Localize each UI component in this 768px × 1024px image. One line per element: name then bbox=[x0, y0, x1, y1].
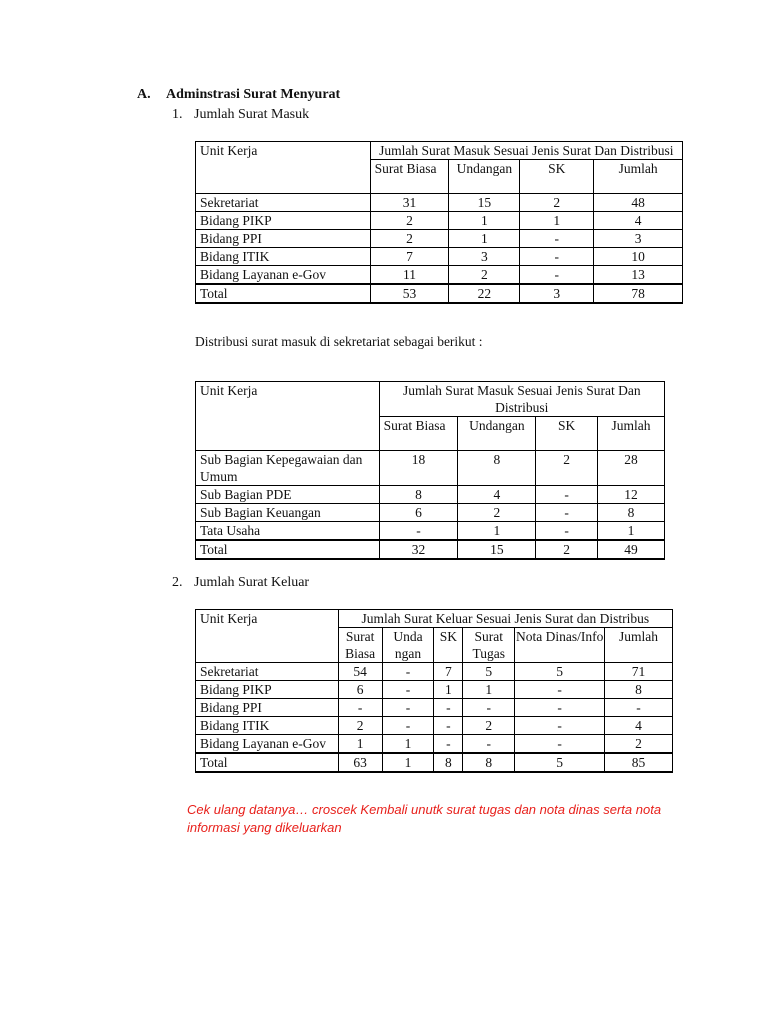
table-row bbox=[196, 248, 683, 266]
group-header: Jumlah Surat Masuk Sesuai Jenis Surat Dan Distribusi bbox=[370, 142, 682, 160]
col-header: Unda ngan bbox=[382, 628, 434, 663]
subsection-2-number: 2. bbox=[172, 575, 183, 590]
unit-cell: Bidang Layanan e-Gov bbox=[196, 266, 371, 285]
unit-cell: Sekretariat bbox=[196, 194, 371, 212]
value-cell: - bbox=[536, 522, 598, 541]
value-cell: 1 bbox=[598, 522, 665, 541]
table-row bbox=[196, 194, 683, 212]
value-cell: 54 bbox=[338, 663, 382, 681]
unit-cell: Sub Bagian PDE bbox=[196, 486, 380, 504]
total-cell: 49 bbox=[598, 540, 665, 559]
value-cell: 13 bbox=[594, 266, 683, 285]
value-cell: - bbox=[434, 735, 463, 754]
outgoing-mail-table bbox=[195, 609, 673, 773]
unit-header: Unit Kerja bbox=[196, 610, 339, 663]
value-cell: 2 bbox=[536, 451, 598, 486]
table-row bbox=[196, 717, 673, 735]
unit-cell: Bidang PIKP bbox=[196, 681, 339, 699]
unit-cell: Bidang PPI bbox=[196, 230, 371, 248]
value-cell: - bbox=[515, 699, 605, 717]
value-cell: 7 bbox=[434, 663, 463, 681]
subsection-1-title: Jumlah Surat Masuk bbox=[194, 107, 310, 122]
subsection-1-heading bbox=[172, 107, 309, 123]
unit-header: Unit Kerja bbox=[196, 142, 371, 194]
value-cell: - bbox=[515, 681, 605, 699]
total-cell: 1 bbox=[382, 753, 434, 772]
value-cell: 15 bbox=[449, 194, 520, 212]
value-cell: 2 bbox=[370, 230, 449, 248]
table-row bbox=[196, 212, 683, 230]
total-cell: 63 bbox=[338, 753, 382, 772]
value-cell: 4 bbox=[458, 486, 536, 504]
value-cell: 3 bbox=[449, 248, 520, 266]
total-label: Total bbox=[196, 540, 380, 559]
unit-cell: Bidang PIKP bbox=[196, 212, 371, 230]
table-row bbox=[196, 451, 665, 486]
total-cell: 3 bbox=[520, 284, 594, 303]
unit-header: Unit Kerja bbox=[196, 382, 380, 451]
col-header: Surat Biasa bbox=[379, 417, 458, 451]
col-header: Undangan bbox=[458, 417, 536, 451]
value-cell: 6 bbox=[379, 504, 458, 522]
value-cell: 1 bbox=[434, 681, 463, 699]
col-header: SK bbox=[434, 628, 463, 663]
value-cell: - bbox=[434, 717, 463, 735]
unit-cell: Sekretariat bbox=[196, 663, 339, 681]
value-cell: 6 bbox=[338, 681, 382, 699]
value-cell: 8 bbox=[598, 504, 665, 522]
subsection-2-title: Jumlah Surat Keluar bbox=[194, 575, 310, 590]
unit-cell: Sub Bagian Kepegawaian dan Umum bbox=[196, 451, 380, 486]
value-cell: 2 bbox=[449, 266, 520, 285]
value-cell: 71 bbox=[605, 663, 673, 681]
value-cell: 18 bbox=[379, 451, 458, 486]
unit-cell: Bidang ITIK bbox=[196, 248, 371, 266]
table-row bbox=[196, 681, 673, 699]
value-cell: - bbox=[515, 717, 605, 735]
col-header: Jumlah bbox=[605, 628, 673, 663]
col-header: Jumlah bbox=[594, 160, 683, 194]
table-row bbox=[196, 230, 683, 248]
value-cell: 8 bbox=[458, 451, 536, 486]
value-cell: 1 bbox=[463, 681, 515, 699]
group-header: Jumlah Surat Masuk Sesuai Jenis Surat Dan Distribusi bbox=[379, 382, 664, 417]
total-cell: 5 bbox=[515, 753, 605, 772]
col-header: SK bbox=[536, 417, 598, 451]
value-cell: 2 bbox=[520, 194, 594, 212]
value-cell: 4 bbox=[605, 717, 673, 735]
table-row bbox=[196, 504, 665, 522]
col-header: Surat Biasa bbox=[338, 628, 382, 663]
value-cell: - bbox=[520, 230, 594, 248]
subsection-1-number: 1. bbox=[172, 107, 183, 122]
value-cell: - bbox=[520, 266, 594, 285]
table-row bbox=[196, 663, 673, 681]
table-row bbox=[196, 486, 665, 504]
value-cell: 1 bbox=[382, 735, 434, 754]
total-row bbox=[196, 284, 683, 303]
section-heading bbox=[137, 87, 340, 103]
value-cell: 8 bbox=[605, 681, 673, 699]
table-row bbox=[196, 522, 665, 541]
value-cell: 2 bbox=[338, 717, 382, 735]
col-header: Surat Tugas bbox=[463, 628, 515, 663]
value-cell: 12 bbox=[598, 486, 665, 504]
value-cell: 2 bbox=[370, 212, 449, 230]
value-cell: 11 bbox=[370, 266, 449, 285]
total-cell: 22 bbox=[449, 284, 520, 303]
total-cell: 15 bbox=[458, 540, 536, 559]
value-cell: - bbox=[605, 699, 673, 717]
unit-cell: Tata Usaha bbox=[196, 522, 380, 541]
value-cell: 1 bbox=[520, 212, 594, 230]
value-cell: 2 bbox=[463, 717, 515, 735]
total-cell: 2 bbox=[536, 540, 598, 559]
total-label: Total bbox=[196, 284, 371, 303]
group-header: Jumlah Surat Keluar Sesuai Jenis Surat dan Distribus bbox=[338, 610, 672, 628]
subsection-2-heading bbox=[172, 575, 309, 591]
value-cell: - bbox=[382, 699, 434, 717]
value-cell: 10 bbox=[594, 248, 683, 266]
value-cell: - bbox=[338, 699, 382, 717]
value-cell: 1 bbox=[449, 230, 520, 248]
total-cell: 8 bbox=[434, 753, 463, 772]
unit-cell: Sub Bagian Keuangan bbox=[196, 504, 380, 522]
value-cell: 3 bbox=[594, 230, 683, 248]
value-cell: - bbox=[382, 681, 434, 699]
col-header: SK bbox=[520, 160, 594, 194]
value-cell: 7 bbox=[370, 248, 449, 266]
total-cell: 8 bbox=[463, 753, 515, 772]
value-cell: 28 bbox=[598, 451, 665, 486]
secretariat-distribution-table bbox=[195, 381, 665, 560]
value-cell: - bbox=[463, 735, 515, 754]
col-header: Surat Biasa bbox=[370, 160, 449, 194]
value-cell: 2 bbox=[458, 504, 536, 522]
value-cell: - bbox=[463, 699, 515, 717]
value-cell: 5 bbox=[515, 663, 605, 681]
value-cell: 1 bbox=[458, 522, 536, 541]
value-cell: - bbox=[536, 486, 598, 504]
value-cell: - bbox=[434, 699, 463, 717]
value-cell: 1 bbox=[338, 735, 382, 754]
total-label: Total bbox=[196, 753, 339, 772]
distribution-paragraph: Distribusi surat masuk di sekretariat sebagai berikut : bbox=[195, 334, 483, 349]
value-cell: 1 bbox=[449, 212, 520, 230]
total-row bbox=[196, 753, 673, 772]
unit-cell: Bidang Layanan e-Gov bbox=[196, 735, 339, 754]
col-header: Nota Dinas/Info bbox=[515, 628, 605, 663]
value-cell: - bbox=[379, 522, 458, 541]
value-cell: - bbox=[520, 248, 594, 266]
table-row bbox=[196, 266, 683, 285]
total-cell: 78 bbox=[594, 284, 683, 303]
value-cell: 5 bbox=[463, 663, 515, 681]
section-title: Adminstrasi Surat Menyurat bbox=[166, 87, 341, 102]
col-header: Jumlah bbox=[598, 417, 665, 451]
table-row bbox=[196, 735, 673, 754]
total-row bbox=[196, 540, 665, 559]
table-row bbox=[196, 699, 673, 717]
value-cell: - bbox=[382, 663, 434, 681]
value-cell: 31 bbox=[370, 194, 449, 212]
col-header: Undangan bbox=[449, 160, 520, 194]
value-cell: - bbox=[536, 504, 598, 522]
section-number: A. bbox=[137, 87, 151, 102]
unit-cell: Bidang PPI bbox=[196, 699, 339, 717]
value-cell: 48 bbox=[594, 194, 683, 212]
incoming-mail-table bbox=[195, 141, 683, 304]
value-cell: - bbox=[515, 735, 605, 754]
unit-cell: Bidang ITIK bbox=[196, 717, 339, 735]
total-cell: 85 bbox=[605, 753, 673, 772]
total-cell: 32 bbox=[379, 540, 458, 559]
review-note: Cek ulang datanya… croscek Kembali unutk surat tugas dan nota dinas serta nota informasi yang dikeluarkan bbox=[187, 802, 662, 835]
value-cell: 4 bbox=[594, 212, 683, 230]
total-cell: 53 bbox=[370, 284, 449, 303]
value-cell: - bbox=[382, 717, 434, 735]
value-cell: 2 bbox=[605, 735, 673, 754]
value-cell: 8 bbox=[379, 486, 458, 504]
